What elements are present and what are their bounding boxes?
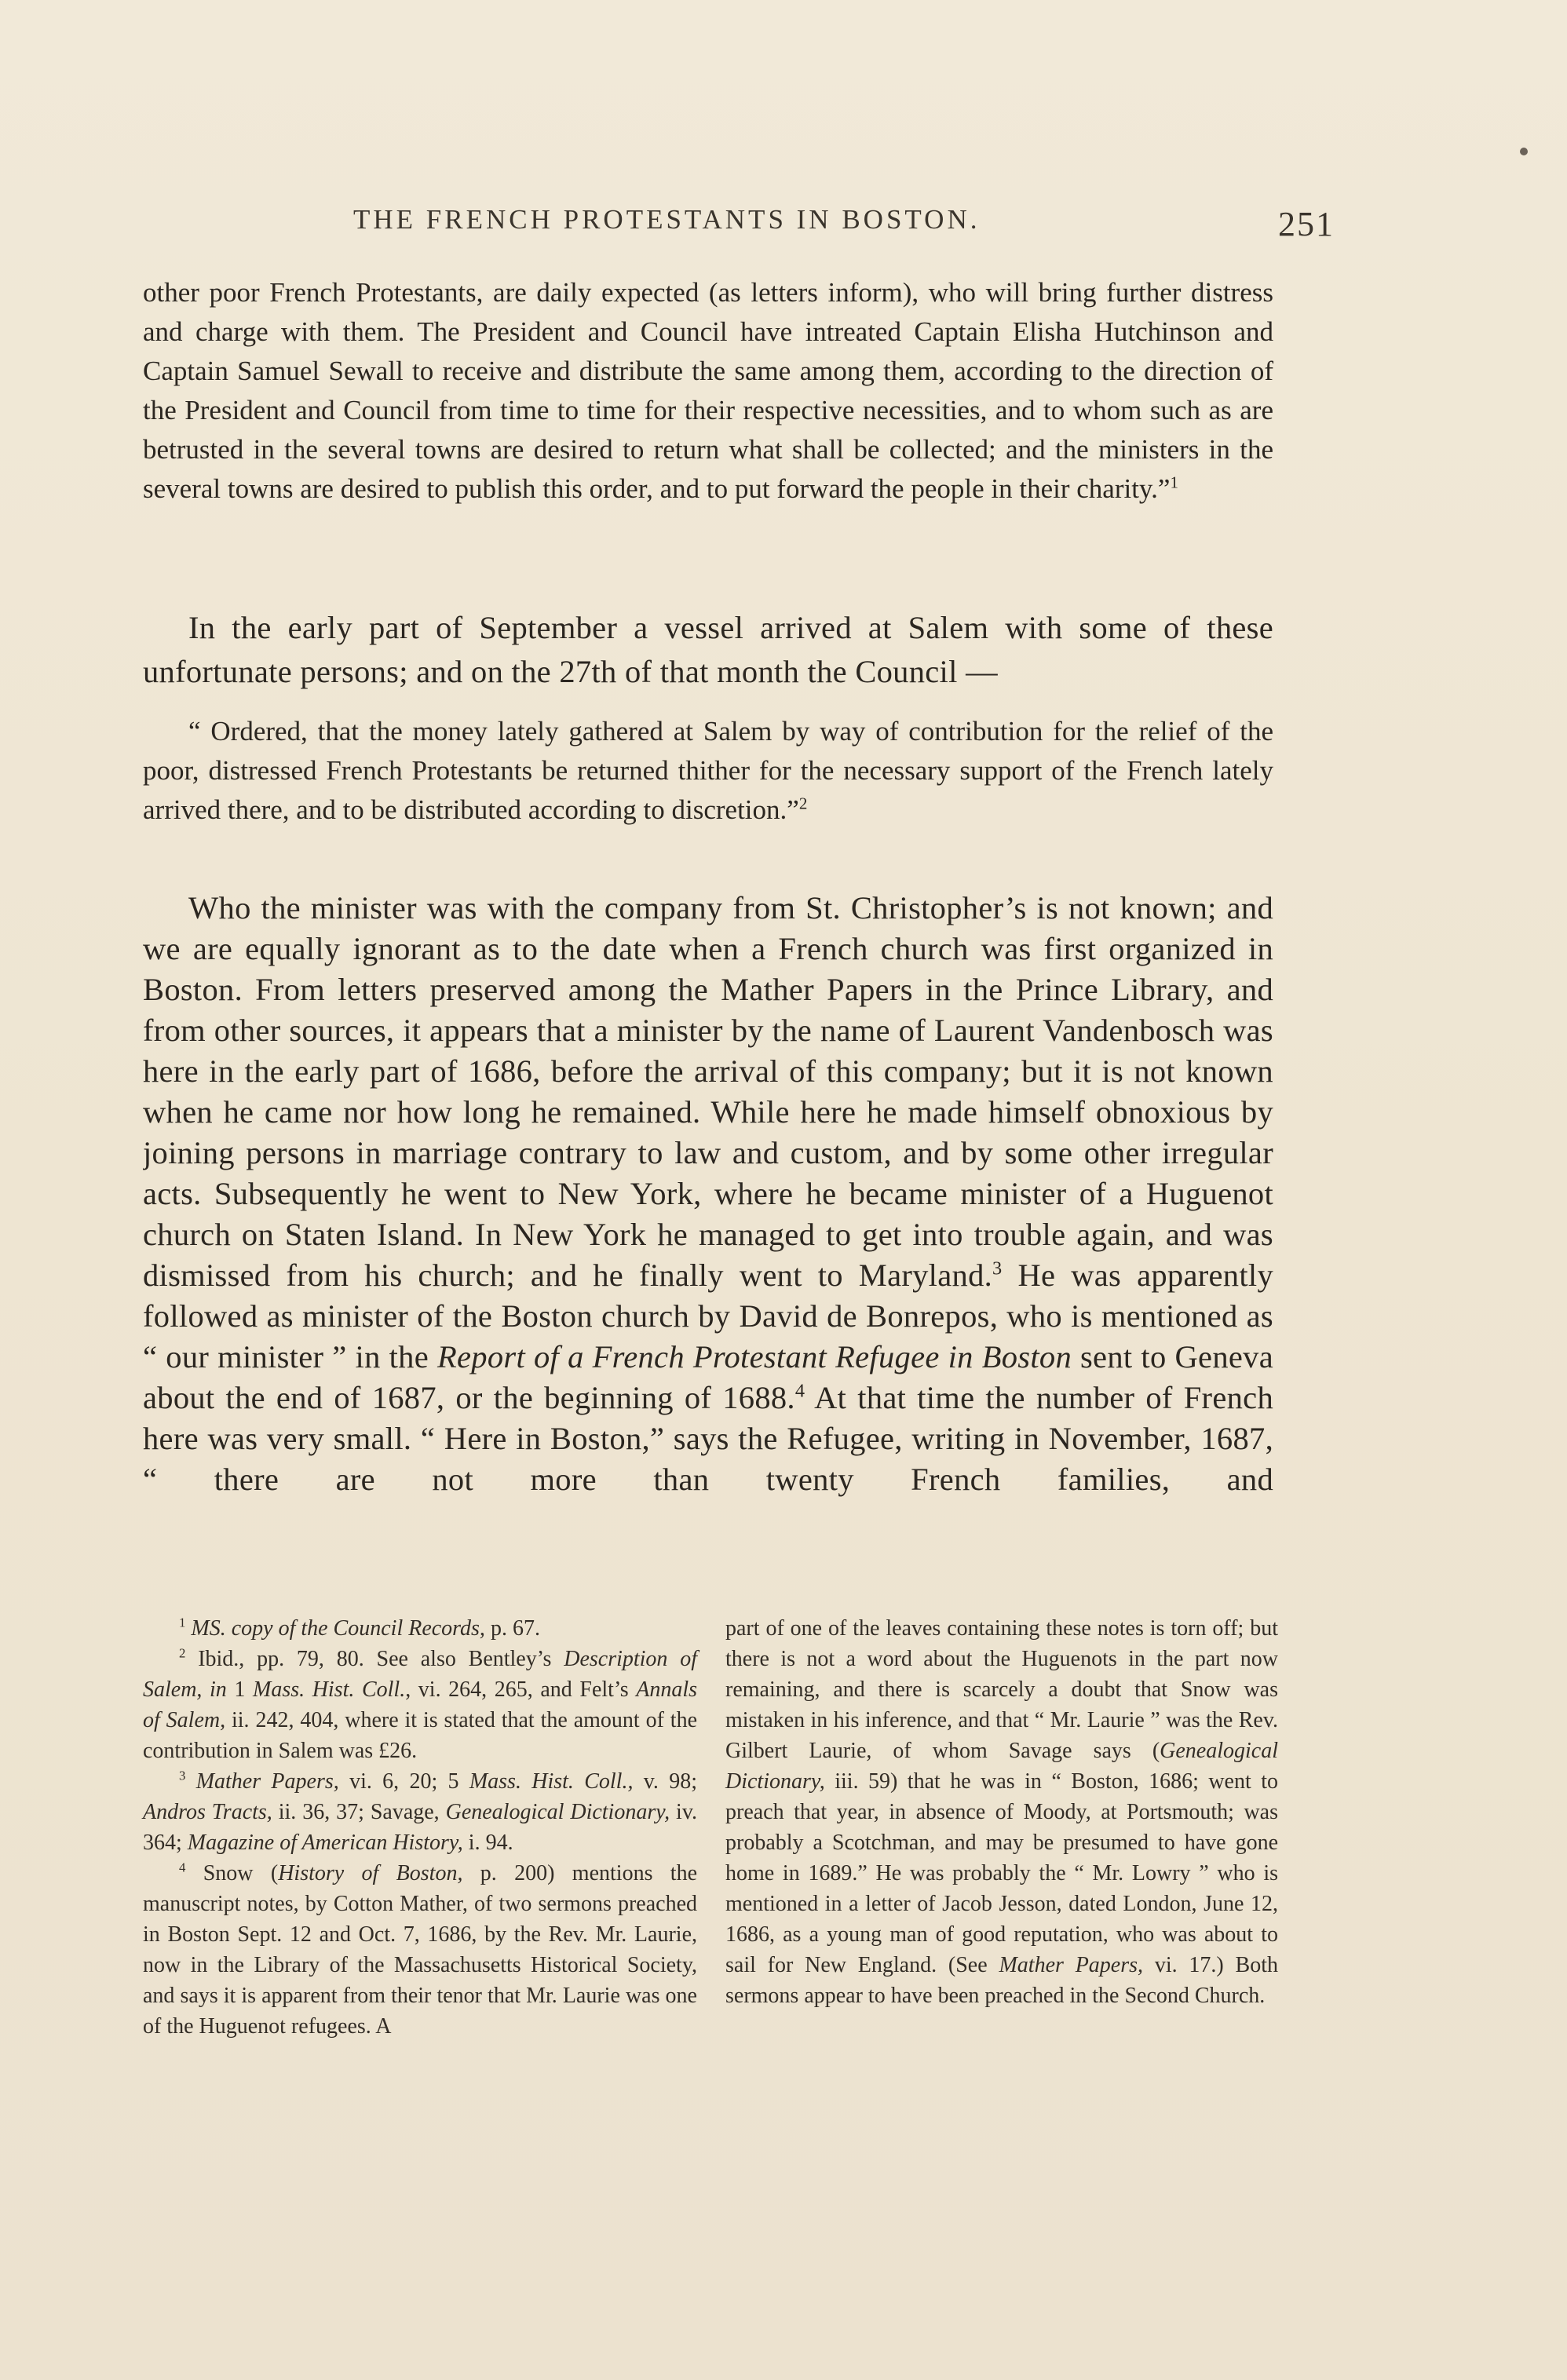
footnote-3-title-e: Magazine of American History, bbox=[187, 1831, 463, 1855]
council-order-quote bbox=[143, 712, 1273, 830]
footnote-1-number: 1 bbox=[179, 1615, 186, 1630]
footnote-4-number: 4 bbox=[179, 1860, 186, 1875]
footnote-3-text-a: vi. 6, 20; 5 bbox=[338, 1769, 469, 1794]
footnote-3-number: 3 bbox=[179, 1768, 186, 1783]
paragraph-minister bbox=[143, 888, 1273, 1594]
paragraph-september-text: In the early part of September a vessel arrived at Salem with some of these unfortunate persons; and on the 27th of that month the Council — bbox=[143, 610, 1273, 689]
footnote-2-text-a: Ibid., pp. 79, 80. See also Bentley’s bbox=[198, 1647, 564, 1671]
footnote-3 bbox=[143, 1766, 697, 1858]
footnote-3-title-d: Genealogical Dictionary, bbox=[445, 1800, 670, 1824]
footnote-2-title-b: Mass. Hist. Coll. bbox=[253, 1677, 406, 1702]
footnote-2-text-b: 1 bbox=[226, 1677, 253, 1702]
footnote-ref-1: 1 bbox=[1170, 473, 1178, 492]
footnote-3-text-e: i. 94. bbox=[462, 1831, 513, 1855]
footnote-3-title-a: Mather Papers, bbox=[195, 1769, 339, 1794]
footnote-1-title: MS. copy of the Council Records, bbox=[191, 1616, 485, 1641]
page-header bbox=[353, 198, 1335, 253]
footnote-4-cont-title-b: Mather Papers, bbox=[999, 1953, 1144, 1977]
page-number: 251 bbox=[1278, 205, 1335, 243]
footnote-1 bbox=[143, 1613, 697, 1644]
paragraph-minister-part2: He was apparently followed as minister of the Boston church by David de Bonrepos, who is mentioned as “ our minister ” in the bbox=[143, 1258, 1273, 1374]
quote-continuation bbox=[143, 273, 1273, 509]
council-order-text: “ Ordered, that the money lately gathered at Salem by way of contribution for the relief of the poor, distressed French Protestants be returned thither for the necessary support of the French lately arrived there, and to be distributed according to discretion.” bbox=[143, 716, 1273, 825]
footnote-2 bbox=[143, 1644, 697, 1766]
footnote-2-title-c: Annals of Salem, bbox=[143, 1677, 697, 1732]
footnote-4-continued bbox=[725, 1613, 1278, 2011]
footnote-3-text-d: iv. 364; bbox=[143, 1800, 698, 1855]
running-head: THE FRENCH PROTESTANTS IN BOSTON. bbox=[353, 204, 981, 235]
ink-speck bbox=[1520, 148, 1528, 155]
footnote-ref-3: 3 bbox=[992, 1258, 1003, 1279]
paragraph-minister-part1: Who the minister was with the company from St. Christopher’s is not known; and we are equally ignorant as to the date when a French church was first organized in Boston. From letters preserved among the Mather Papers in the Prince Library, and from other sources, it appears that a minister by the name of Laurent Vandenbosch was here in the early part of 1686, before the arrival of this company; but it is not known when he came nor how long he remained. While here he made himself obnoxious by joining persons in marriage contrary to law and custom, and by some other irregular acts. Subsequently he went to New York, where he became minister of a Huguenot church on Staten Island. In New York he managed to get into trouble again, and was dismissed from his church; and he finally went to Maryland. bbox=[143, 890, 1273, 1293]
footnote-3-title-b: Mass. Hist. Coll., bbox=[469, 1769, 634, 1794]
paragraph-minister-part4: At that time the number of French here was very small. “ Here in Boston,” says the Refugee, writing in November, 1687, “ there are not more than twenty French families, and bbox=[143, 1380, 1273, 1497]
refugee-report-title: Report of a French Protestant Refugee in Boston bbox=[436, 1339, 1072, 1374]
footnote-4-cont-text-c: vi. 17.) Both sermons appear to have been preached in the Second Church. bbox=[725, 1953, 1278, 2008]
footnote-4 bbox=[143, 1858, 697, 2042]
footnote-3-text-b: v. 98; bbox=[633, 1769, 698, 1794]
quote-continuation-text: other poor French Protestants, are daily expected (as letters inform), who will bring further distress and charge with them. The President and Council have intreated Captain Elisha Hutchinson and Captain Samuel Sewall to receive and distribute the same among them, according to the direction of the President and Council from time to time for their respective necessities, and to whom such as are betrusted in the several towns are desired to return what shall be collected; and the ministers in the several towns are desired to publish this order, and to put forward the people in their charity.” bbox=[143, 277, 1273, 504]
footnote-ref-4: 4 bbox=[794, 1380, 805, 1402]
footnote-1-text: p. 67. bbox=[484, 1616, 540, 1641]
paragraph-minister-part3: sent to Geneva about the end of 1687, or the beginning of 1688. bbox=[143, 1339, 1273, 1415]
footnote-2-text-d: ii. 242, 404, where it is stated that the amount of the contribution in Salem was £26. bbox=[143, 1708, 697, 1763]
footnote-4-cont-text-b: iii. 59) that he was in “ Boston, 1686; went to preach that year, in absence of Moody, at Portsmouth; was probably a Scotchman, and may be presumed to have gone home in 1689.” He was probably the “ Mr. Lowry ” who is mentioned in a letter of Jacob Jesson, dated London, June 12, 1686, as a young man of good reputation, who was about to sail for New England. (See bbox=[725, 1769, 1278, 1977]
footnote-4-text-a: Snow ( bbox=[203, 1861, 279, 1885]
footnote-2-title-a: Description of Salem, in bbox=[143, 1647, 698, 1702]
footnotes-left-column bbox=[143, 1613, 697, 2042]
footnote-2-number: 2 bbox=[179, 1645, 186, 1661]
footnote-4-cont-title-a: Genealogical Dictionary, bbox=[725, 1739, 1278, 1794]
paragraph-september bbox=[143, 606, 1273, 694]
footnote-4-title-a: History of Boston, bbox=[278, 1861, 463, 1885]
footnote-4-text-b: p. 200) mentions the manuscript notes, by Cotton Mather, of two sermons preached in Boston Sept. 12 and Oct. 7, 1686, by the Rev. Mr. Laurie, now in the Library of the Massachusetts Historical Society, and says it is apparent from their tenor that Mr. Laurie was one of the Huguenot refugees. A bbox=[143, 1861, 698, 2039]
footnote-ref-2: 2 bbox=[798, 794, 808, 813]
footnote-2-text-c: , vi. 264, 265, and Felt’s bbox=[405, 1677, 637, 1702]
footnote-3-title-c: Andros Tracts, bbox=[143, 1800, 272, 1824]
footnote-3-text-c: ii. 36, 37; Savage, bbox=[272, 1800, 446, 1824]
footnotes-right-column bbox=[725, 1613, 1278, 2011]
footnote-4-cont-text-a: part of one of the leaves containing these notes is torn off; but there is not a word about the Huguenots in the part now remaining, and there is scarcely a doubt that Snow was mistaken in his inference, and that “ Mr. Laurie ” was the Rev. Gilbert Laurie, of whom Savage says ( bbox=[725, 1616, 1278, 1763]
